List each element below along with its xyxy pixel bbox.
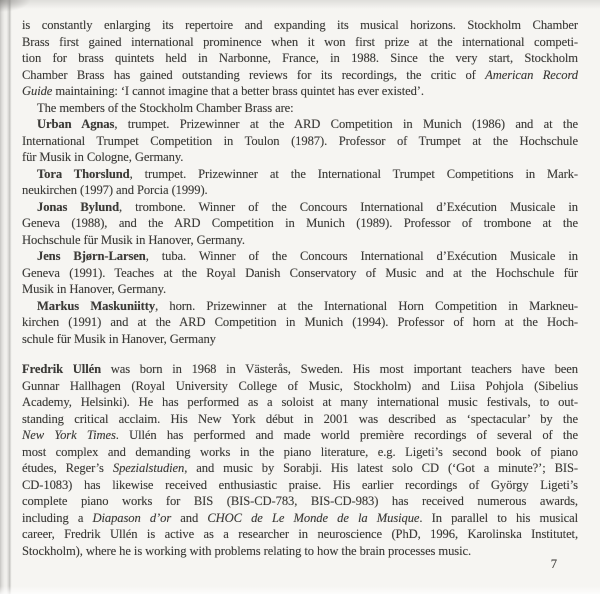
text-line [22,298,578,315]
body-text: , horn. Prizewinner at the International Horn Competition in Markneu- [155,298,578,313]
body-text: , tuba. Winner of the Concours International d’Exécution Musicale in [145,249,579,263]
body-text: schule für Musik in Hanover, Germany [22,331,216,346]
text-line [22,83,578,100]
text-line [22,133,578,150]
text-line [22,378,578,395]
body-text: Brass first gained international prominence when it won first prize at the international competi- [22,34,578,49]
text-line [22,361,578,378]
text-line [22,493,578,510]
text-line [22,248,578,265]
body-text: , and music by Sorabji. His latest solo CD (‘Got a minute?’; BIS- [184,461,578,475]
page-bottom-highlight [0,586,600,594]
page-text [22,17,578,559]
text-line [22,149,578,166]
text-line [22,17,578,34]
page-number: 7 [550,557,557,571]
italic-text: CHOC de Le Monde de la Musique [207,510,420,525]
body-text: , trumpet. Prizewinner at the ARD Competition in Munich (1986) and at the [114,117,579,131]
text-line [22,34,578,51]
body-text: , trumpet. Prizewinner at the International Trumpet Competitions in Mark- [129,166,579,181]
text-line [22,182,578,199]
paragraph-member-jonas-bylund [22,199,578,249]
italic-text: Guide [22,84,53,98]
body-text: Chamber Brass has gained outstanding reviews for its recordings, the critic of [22,67,486,82]
body-text: International Trumpet Competition in Toulon (1987). Professor of Trumpet at the Hochschule [22,133,578,148]
body-text: kirchen (1991) and at the ARD Competition in Munich (1994). Professor of horn at the Hoch- [22,315,578,329]
text-line [22,199,578,216]
text-line [22,331,578,348]
body-text: CD-1083) has likewise received enthusiastic praise. His earlier recordings of György Ligeti’s [22,477,578,492]
italic-text: Diapason d’or [92,510,172,525]
italic-text: American Record [485,67,578,82]
body-text: für Musik in Cologne, Germany. [22,150,184,164]
text-line [22,265,578,282]
bold-text: Fredrik Ullén [22,362,101,376]
paragraph-member-markus-maskuniitty [22,298,578,348]
body-text: Gunnar Hallhagen (Royal University College of Music, Stockholm) and Liisa Pohjola (Sibelius [22,378,578,393]
body-text: and [171,510,208,525]
text-line [22,394,578,411]
body-text: . Ullén has performed and made world première recordings of several of the [115,428,578,442]
italic-text: New York Times [22,428,116,442]
body-text: was born in 1968 in Västerås, Sweden. His most important teachers have been [100,362,578,376]
paragraph-member-urban-agnas [22,116,578,166]
body-text: complete piano works for BIS (BIS-CD-783, BIS-CD-983) has received numerous awards, [22,494,578,508]
text-line [22,444,578,461]
body-text: . In parallel to his musical [419,510,578,525]
body-text: is constantly enlarging its repertoire and expanding its musical horizons. Stockholm Chamber [22,18,578,32]
bold-text: Markus Maskuniitty [37,298,156,313]
text-line [22,232,578,249]
body-text: Hochschule für Musik in Hanover, Germany. [22,232,245,247]
body-text: études, Reger’s [22,461,113,475]
body-text: Geneva (1991). Teaches at the Royal Danish Conservatory of Music and at the Hochschule für [22,265,578,280]
text-line [22,166,578,183]
text-line [22,460,578,477]
bold-text: Urban Agnas [37,117,115,131]
text-line [22,411,578,428]
text-line [22,543,578,560]
paragraph-fredrik-ullen-bio [22,361,578,559]
italic-text: Spezialstudien [112,461,185,475]
body-text: Academy, Helsinki). He has performed as a soloist at many international music festivals, to out- [22,395,578,409]
body-text: including a [22,510,93,525]
text-line [22,215,578,232]
page-corner-shadow [0,0,30,12]
paragraph-member-jens-bjorn-larsen [22,248,578,298]
body-text: most complex and demanding works in the piano literature, e.g. Ligeti’s second book of piano [22,444,578,459]
text-line [22,427,578,444]
bold-text: Tora Thorslund [37,166,130,181]
body-text: The members of the Stockholm Chamber Brass are: [37,100,294,115]
text-line [22,510,578,527]
body-text: maintaining: ‘I cannot imagine that a better brass quintet has ever existed’. [52,84,424,98]
paragraph-members-lead-in [22,100,578,117]
body-text: Geneva (1988), and the ARD Competition in Munich (1989). Professor of trombone at the [22,216,578,230]
bold-text: Jens Bjørn-Larsen [37,249,146,263]
text-line [22,314,578,331]
body-text: Stockholm), where he is working with problems relating to how the brain processes music. [22,543,472,558]
text-line [22,526,578,543]
text-line [22,477,578,494]
text-line [22,67,578,84]
text-line [22,116,578,133]
body-text: standing critical acclaim. His New York début in 2001 was described as ‘spectacular’ by the [22,411,578,426]
body-text: , trombone. Winner of the Concours International d’Exécution Musicale in [118,199,578,214]
body-text: Musik in Hanover, Germany. [22,282,167,296]
paragraph-member-tora-thorslund [22,166,578,199]
bold-text: Jonas Bylund [37,199,119,214]
text-line [22,100,578,117]
body-text: neukirchen (1997) and Porcia (1999). [22,183,208,197]
text-line [22,50,578,67]
body-text: tion for brass quintets held in Narbonne, France, in 1988. Since the very start, Stockholm [22,51,578,65]
paragraph-stockholm-chamber-brass-intro [22,17,578,100]
page-left-edge-shadow [0,0,12,594]
text-line [22,281,578,298]
body-text: career, Fredrik Ullén is active as a researcher in neuroscience (PhD, 1996, Karolinska Institutet, [22,527,578,541]
page-top-shadow [0,0,600,9]
